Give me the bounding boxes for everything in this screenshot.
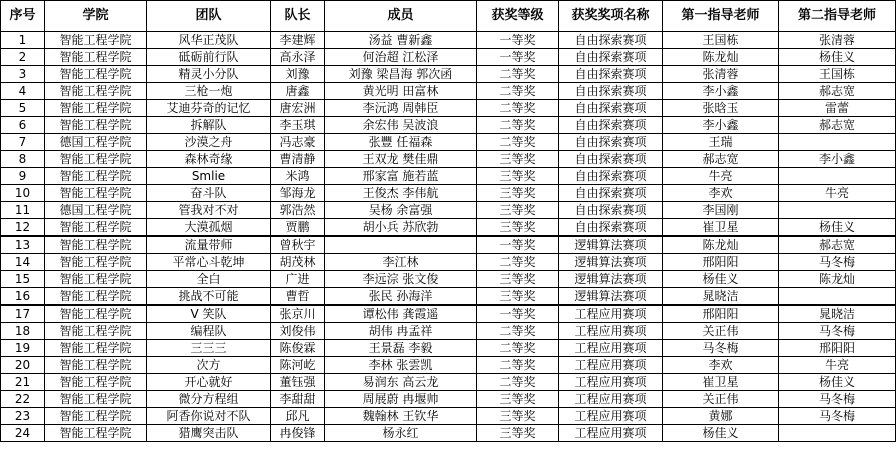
row-index: 21 [1,374,45,391]
row-members: 李江林 [325,254,477,271]
row-college: 智能工程学院 [45,408,147,425]
row-team: 阿香你说对不队 [147,408,271,425]
row-team: 挑战不可能 [147,288,271,306]
row-first-advisor: 晁晓洁 [663,288,779,306]
header-team: 团队 [147,1,271,32]
table-body [1,32,896,442]
row-first-advisor: 关正伟 [663,391,779,408]
row-team: V 笑队 [147,305,271,323]
row-first-advisor: 邢阳阳 [663,254,779,271]
row-index: 1 [1,32,45,49]
row-first-advisor: 牛亮 [663,168,779,185]
row-second-advisor: 牛亮 [779,357,896,374]
row-award-level: 二等奖 [477,100,559,117]
row-college: 智能工程学院 [45,83,147,100]
row-award-name: 工程应用赛项 [559,408,663,425]
row-members: 李林 张雲凯 [325,357,477,374]
row-award-level: 三等奖 [477,202,559,219]
row-members: 何治超 江松泽 [325,49,477,66]
row-first-advisor: 陈龙灿 [663,236,779,254]
row-second-advisor: 邢阳阳 [779,340,896,357]
row-second-advisor [779,168,896,185]
row-college: 智能工程学院 [45,185,147,202]
row-second-advisor: 马冬梅 [779,408,896,425]
row-captain: 陈俊霖 [271,340,325,357]
row-index: 23 [1,408,45,425]
table-row [1,357,896,374]
row-index: 14 [1,254,45,271]
row-award-level: 三等奖 [477,185,559,202]
row-first-advisor: 李欢 [663,357,779,374]
table-row [1,219,896,237]
row-college: 智能工程学院 [45,117,147,134]
row-first-advisor: 王国栋 [663,32,779,49]
header-award-level: 获奖等级 [477,1,559,32]
header-captain: 队长 [271,1,325,32]
row-index: 15 [1,271,45,288]
row-college: 智能工程学院 [45,288,147,306]
table-row [1,134,896,151]
row-college: 智能工程学院 [45,357,147,374]
row-team: 编程队 [147,323,271,340]
row-first-advisor: 陈龙灿 [663,49,779,66]
row-team: 微分方程组 [147,391,271,408]
row-first-advisor: 邢阳阳 [663,305,779,323]
table-row [1,66,896,83]
row-members: 谭松伟 龚霞遥 [325,305,477,323]
row-team: 沙漠之舟 [147,134,271,151]
row-index: 16 [1,288,45,306]
row-index: 12 [1,219,45,237]
row-members: 黄光明 田富林 [325,83,477,100]
row-members: 余宏伟 吴波浪 [325,117,477,134]
row-index: 9 [1,168,45,185]
row-award-name: 自由探索赛项 [559,151,663,168]
row-index: 22 [1,391,45,408]
header-award-name: 获奖奖项名称 [559,1,663,32]
row-award-level: 二等奖 [477,323,559,340]
row-award-level: 二等奖 [477,340,559,357]
row-captain: 曾秋宇 [271,236,325,254]
row-captain: 曹清静 [271,151,325,168]
table-row [1,323,896,340]
row-award-name: 工程应用赛项 [559,374,663,391]
table-row [1,340,896,357]
header-college: 学院 [45,1,147,32]
row-second-advisor: 郝志宽 [779,83,896,100]
row-award-name: 工程应用赛项 [559,340,663,357]
row-award-level: 二等奖 [477,66,559,83]
row-award-level: 一等奖 [477,49,559,66]
row-index: 11 [1,202,45,219]
table-row [1,374,896,391]
row-second-advisor [779,134,896,151]
row-captain: 冉俊锋 [271,425,325,442]
header-members: 成员 [325,1,477,32]
row-index: 5 [1,100,45,117]
row-college: 智能工程学院 [45,168,147,185]
table-row [1,117,896,134]
row-index: 20 [1,357,45,374]
row-members: 胡小兵 苏欣勃 [325,219,477,237]
row-members: 王双龙 樊佳鼎 [325,151,477,168]
row-captain: 邱凡 [271,408,325,425]
row-team: 次方 [147,357,271,374]
row-captain: 高永泽 [271,49,325,66]
row-first-advisor: 李国刚 [663,202,779,219]
row-college: 智能工程学院 [45,254,147,271]
row-captain: 广进 [271,271,325,288]
row-members: 张民 孙海洋 [325,288,477,306]
row-members: 胡伟 冉孟祥 [325,323,477,340]
row-second-advisor: 牛亮 [779,185,896,202]
row-award-level: 三等奖 [477,288,559,306]
row-award-name: 自由探索赛项 [559,168,663,185]
row-index: 10 [1,185,45,202]
row-award-name: 自由探索赛项 [559,32,663,49]
row-captain: 冯志豪 [271,134,325,151]
row-college: 智能工程学院 [45,323,147,340]
row-first-advisor: 崔卫星 [663,374,779,391]
row-members: 吴杨 余富强 [325,202,477,219]
row-college: 智能工程学院 [45,32,147,49]
row-team: 风华正茂队 [147,32,271,49]
row-second-advisor: 郝志宽 [779,236,896,254]
row-first-advisor: 李小鑫 [663,83,779,100]
row-award-name: 自由探索赛项 [559,100,663,117]
table-row [1,185,896,202]
row-team: 流量带师 [147,236,271,254]
row-index: 13 [1,236,45,254]
row-award-level: 三等奖 [477,219,559,237]
row-award-level: 二等奖 [477,254,559,271]
row-team: 精灵小分队 [147,66,271,83]
row-college: 智能工程学院 [45,271,147,288]
row-second-advisor: 杨佳义 [779,219,896,237]
row-award-name: 工程应用赛项 [559,357,663,374]
row-first-advisor: 马冬梅 [663,340,779,357]
table-row [1,168,896,185]
row-index: 7 [1,134,45,151]
row-award-level: 一等奖 [477,32,559,49]
row-second-advisor: 马冬梅 [779,254,896,271]
row-members: 汤益 曹新鑫 [325,32,477,49]
row-award-level: 三等奖 [477,271,559,288]
row-team: 三枪一炮 [147,83,271,100]
row-award-level: 三等奖 [477,408,559,425]
table-row [1,305,896,323]
row-award-level: 三等奖 [477,425,559,442]
row-captain: 刘豫 [271,66,325,83]
row-captain: 曹哲 [271,288,325,306]
row-second-advisor: 王国栋 [779,66,896,83]
row-first-advisor: 张晗玉 [663,100,779,117]
row-members: 易润东 高云龙 [325,374,477,391]
table-row [1,32,896,49]
row-college: 智能工程学院 [45,100,147,117]
row-college: 德国工程学院 [45,202,147,219]
row-second-advisor [779,202,896,219]
row-captain: 贾鹏 [271,219,325,237]
row-first-advisor: 崔卫星 [663,219,779,237]
row-first-advisor: 李小鑫 [663,117,779,134]
row-award-level: 三等奖 [477,151,559,168]
row-college: 智能工程学院 [45,305,147,323]
row-first-advisor: 杨佳义 [663,271,779,288]
table-row [1,254,896,271]
row-second-advisor: 杨佳义 [779,49,896,66]
row-college: 智能工程学院 [45,236,147,254]
row-award-name: 逻辑算法赛项 [559,271,663,288]
row-award-name: 自由探索赛项 [559,83,663,100]
table-row [1,271,896,288]
row-college: 智能工程学院 [45,66,147,83]
row-award-name: 自由探索赛项 [559,117,663,134]
row-second-advisor [779,425,896,442]
row-second-advisor: 张清蓉 [779,32,896,49]
row-index: 18 [1,323,45,340]
row-award-name: 工程应用赛项 [559,391,663,408]
header-first-advisor: 第一指导老师 [663,1,779,32]
row-award-name: 工程应用赛项 [559,305,663,323]
row-team: 管我对不对 [147,202,271,219]
row-members [325,236,477,254]
row-index: 8 [1,151,45,168]
row-team: 开心就好 [147,374,271,391]
row-index: 19 [1,340,45,357]
row-award-name: 逻辑算法赛项 [559,288,663,306]
row-team: 三三三 [147,340,271,357]
row-first-advisor: 杨佳义 [663,425,779,442]
row-first-advisor: 关正伟 [663,323,779,340]
row-team: 砥砺前行队 [147,49,271,66]
row-second-advisor: 雷蕾 [779,100,896,117]
row-first-advisor: 王瑞 [663,134,779,151]
header-row [1,1,896,32]
row-award-level: 二等奖 [477,117,559,134]
row-index: 6 [1,117,45,134]
table-row [1,83,896,100]
row-captain: 李甜甜 [271,391,325,408]
table-row [1,151,896,168]
row-award-level: 三等奖 [477,168,559,185]
table-row [1,202,896,219]
row-award-level: 一等奖 [477,305,559,323]
row-award-level: 二等奖 [477,374,559,391]
row-second-advisor: 杨佳义 [779,374,896,391]
row-team: 拆解队 [147,117,271,134]
row-team: 平常心斗乾坤 [147,254,271,271]
row-members: 李远淙 张文俊 [325,271,477,288]
row-second-advisor [779,288,896,306]
row-college: 智能工程学院 [45,340,147,357]
row-index: 24 [1,425,45,442]
row-team: 奋斗队 [147,185,271,202]
header-second-advisor: 第二指导老师 [779,1,896,32]
table-row [1,49,896,66]
row-team: 艾迪芬奇的记忆 [147,100,271,117]
row-members: 王俊杰 李伟航 [325,185,477,202]
row-captain: 米鸿 [271,168,325,185]
row-second-advisor: 马冬梅 [779,323,896,340]
row-members: 魏翰林 王钦华 [325,408,477,425]
table-row [1,236,896,254]
row-members: 杨永红 [325,425,477,442]
row-members: 李沅鸿 周韩臣 [325,100,477,117]
row-college: 德国工程学院 [45,134,147,151]
row-college: 智能工程学院 [45,49,147,66]
row-members: 刘豫 梁昌海 郭次函 [325,66,477,83]
row-first-advisor: 郝志宽 [663,151,779,168]
row-captain: 胡茂林 [271,254,325,271]
row-captain: 董钰强 [271,374,325,391]
row-captain: 张京川 [271,305,325,323]
row-second-advisor: 晁晓洁 [779,305,896,323]
row-college: 智能工程学院 [45,391,147,408]
row-captain: 李建辉 [271,32,325,49]
table-row [1,288,896,306]
row-award-name: 逻辑算法赛项 [559,254,663,271]
row-second-advisor: 郝志宽 [779,117,896,134]
row-first-advisor: 黄娜 [663,408,779,425]
row-award-level: 二等奖 [477,83,559,100]
table-row [1,425,896,442]
row-award-name: 工程应用赛项 [559,323,663,340]
table-row [1,391,896,408]
row-first-advisor: 李欢 [663,185,779,202]
row-index: 2 [1,49,45,66]
row-index: 3 [1,66,45,83]
row-award-name: 自由探索赛项 [559,66,663,83]
row-index: 4 [1,83,45,100]
row-second-advisor: 马冬梅 [779,391,896,408]
row-second-advisor: 陈龙灿 [779,271,896,288]
row-index: 17 [1,305,45,323]
row-members: 张豐 任福森 [325,134,477,151]
row-members: 王景磊 李毅 [325,340,477,357]
row-captain: 郭浩然 [271,202,325,219]
table-row [1,408,896,425]
row-members: 邢家富 施若蓝 [325,168,477,185]
row-captain: 唐宏洲 [271,100,325,117]
row-captain: 刘俊伟 [271,323,325,340]
row-captain: 李玉琪 [271,117,325,134]
row-award-level: 二等奖 [477,357,559,374]
row-members: 周展蔚 冉堰帅 [325,391,477,408]
row-award-name: 自由探索赛项 [559,185,663,202]
row-team: 全白 [147,271,271,288]
row-award-name: 自由探索赛项 [559,202,663,219]
table-row [1,100,896,117]
row-captain: 唐鑫 [271,83,325,100]
row-captain: 陈河屹 [271,357,325,374]
row-team: Smlie [147,168,271,185]
row-award-level: 三等奖 [477,391,559,408]
row-team: 大漠孤烟 [147,219,271,237]
row-award-level: 一等奖 [477,236,559,254]
row-award-name: 工程应用赛项 [559,425,663,442]
row-college: 智能工程学院 [45,374,147,391]
row-second-advisor: 李小鑫 [779,151,896,168]
row-captain: 邹海龙 [271,185,325,202]
row-college: 智能工程学院 [45,151,147,168]
row-team: 猎鹰突击队 [147,425,271,442]
row-first-advisor: 张清蓉 [663,66,779,83]
row-award-level: 二等奖 [477,134,559,151]
row-college: 智能工程学院 [45,425,147,442]
row-award-name: 自由探索赛项 [559,134,663,151]
row-award-name: 自由探索赛项 [559,219,663,237]
row-team: 森林奇缘 [147,151,271,168]
row-award-name: 自由探索赛项 [559,49,663,66]
row-college: 智能工程学院 [45,219,147,237]
header-index: 序号 [1,1,45,32]
row-award-name: 逻辑算法赛项 [559,236,663,254]
